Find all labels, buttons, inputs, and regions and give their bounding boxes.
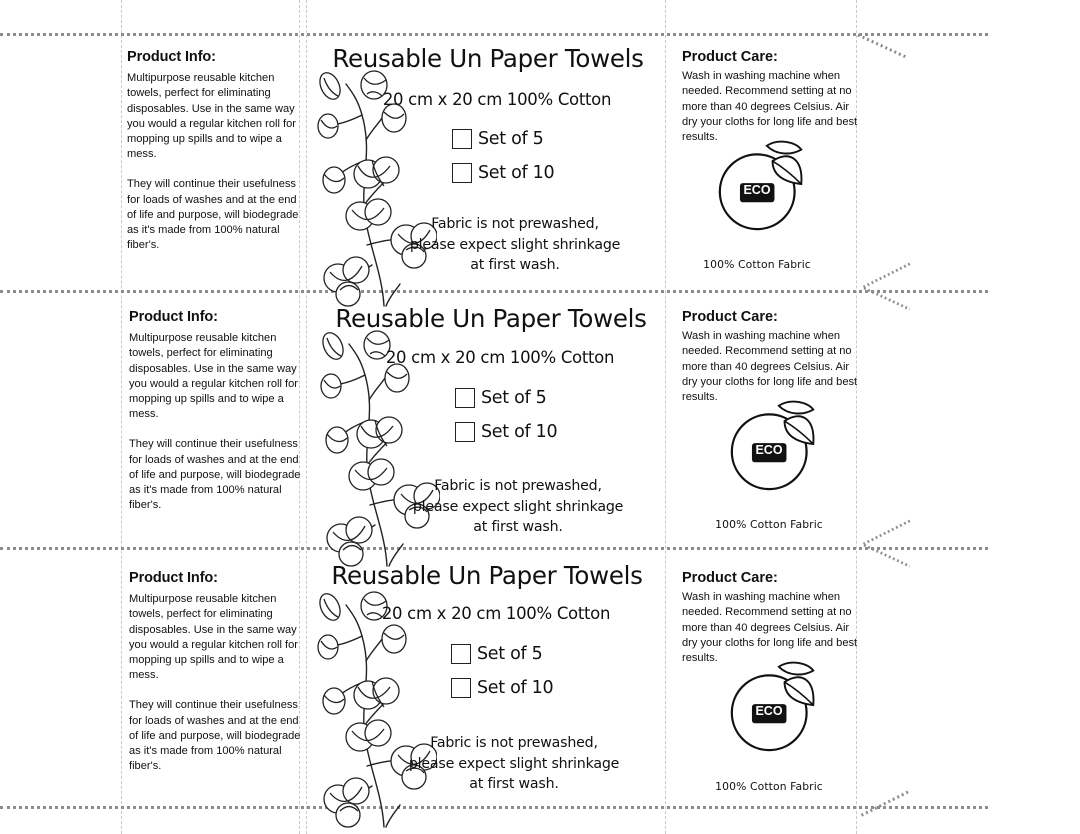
option-set-of-10	[452, 163, 554, 183]
product-care-heading: Product Care:	[682, 309, 778, 325]
product-title: Reusable Un Paper Towels	[331, 561, 643, 590]
product-info-biodegrade-text: They will continue their usefulness for loads of washes and at the end of life and purpose, will biodegrade	[129, 699, 301, 742]
note-line: at first wash.	[470, 257, 560, 274]
product-info-heading: Product Info:	[129, 570, 218, 586]
option-set-of-5	[451, 644, 542, 664]
prewash-note	[405, 476, 631, 538]
option-label: Set of 5	[477, 644, 543, 664]
product-info-text: Multipurpose reusable kitchen towels, perfect for eliminating disposables. Use in the same way you would a regular kitchen roll for mopping up spills and to wipe a mess.	[127, 72, 296, 161]
eco-badge-text: ECO	[755, 704, 783, 718]
option-label: Set of 5	[478, 129, 544, 149]
product-info-text: Multipurpose reusable kitchen towels, perfect for eliminating disposables. Use in the same way you would a regular kitchen roll for mopping up spills and to wipe a mess.	[129, 593, 298, 682]
checkbox[interactable]	[451, 678, 471, 698]
prewash-note	[402, 214, 628, 276]
checkbox[interactable]	[452, 129, 472, 149]
note-line: please expect slight shrinkage	[412, 498, 624, 515]
checkbox[interactable]	[451, 644, 471, 664]
option-label: Set of 5	[481, 388, 547, 408]
product-care-text: Wash in washing machine when needed. Recommend setting at no more than 40 degrees Celsius. Air dry your cloths for long life and best results.	[682, 330, 858, 404]
product-care	[682, 571, 858, 666]
option-set-of-5	[455, 388, 546, 408]
fabric-label: 100% Cotton Fabric	[715, 518, 823, 531]
product-care-text: Wash in washing machine when needed. Recommend setting at no more than 40 degrees Celsius. Air dry your cloths for long life and best results.	[682, 70, 858, 144]
option-set-of-5	[452, 129, 543, 149]
note-line: Fabric is not prewashed,	[431, 216, 599, 232]
label-panel	[0, 557, 1080, 816]
product-info-fiber-text: as it's made from 100% natural fiber's.	[129, 745, 282, 773]
option-set-of-10	[451, 678, 553, 698]
checkbox[interactable]	[455, 388, 475, 408]
product-info-text: Multipurpose reusable kitchen towels, perfect for eliminating disposables. Use in the same way you would a regular kitchen roll for mopping up spills and to wipe a mess.	[129, 332, 298, 421]
fabric-label: 100% Cotton Fabric	[715, 780, 823, 793]
note-line: at first wash.	[469, 776, 559, 793]
eco-leaf-circle-icon	[717, 140, 807, 232]
eco-leaf-circle-icon	[729, 400, 819, 492]
note-line: Fabric is not prewashed,	[430, 735, 598, 751]
product-care-heading: Product Care:	[682, 49, 778, 65]
product-info	[129, 310, 301, 513]
product-info-heading: Product Info:	[129, 309, 218, 325]
note-line: Fabric is not prewashed,	[434, 478, 602, 494]
product-care	[682, 50, 858, 145]
fabric-label: 100% Cotton Fabric	[703, 258, 811, 271]
product-info	[127, 50, 299, 253]
product-care	[682, 310, 858, 405]
option-label: Set of 10	[478, 163, 555, 183]
product-title: Reusable Un Paper Towels	[335, 304, 647, 333]
eco-badge-text: ECO	[755, 443, 783, 457]
product-size: 20 cm x 20 cm 100% Cotton	[381, 604, 611, 623]
note-line: please expect slight shrinkage	[409, 236, 621, 253]
option-label: Set of 10	[481, 422, 558, 442]
checkbox[interactable]	[455, 422, 475, 442]
note-line: at first wash.	[473, 519, 563, 536]
product-info-fiber-text: as it's made from 100% natural fiber's.	[127, 224, 280, 252]
product-size: 20 cm x 20 cm 100% Cotton	[385, 348, 615, 367]
eco-badge-text: ECO	[743, 183, 771, 197]
eco-leaf-circle-icon	[729, 661, 819, 753]
product-info	[129, 571, 301, 774]
label-panel	[0, 36, 1080, 295]
product-info-biodegrade-text: They will continue their usefulness for loads of washes and at the end of life and purpose, will biodegrade	[129, 438, 301, 481]
note-line: please expect slight shrinkage	[408, 755, 620, 772]
option-label: Set of 10	[477, 678, 554, 698]
label-panel	[0, 296, 1080, 555]
option-set-of-10	[455, 422, 557, 442]
product-info-heading: Product Info:	[127, 49, 216, 65]
product-info-fiber-text: as it's made from 100% natural fiber's.	[129, 484, 282, 512]
product-info-biodegrade-text: They will continue their usefulness for loads of washes and at the end of life and purpose, will biodegrade	[127, 178, 299, 221]
product-care-heading: Product Care:	[682, 570, 778, 586]
cotton-branch-illustration	[312, 591, 437, 831]
product-care-text: Wash in washing machine when needed. Recommend setting at no more than 40 degrees Celsius. Air dry your cloths for long life and best results.	[682, 591, 858, 665]
checkbox[interactable]	[452, 163, 472, 183]
product-title: Reusable Un Paper Towels	[332, 44, 644, 73]
product-size: 20 cm x 20 cm 100% Cotton	[382, 90, 612, 109]
prewash-note	[401, 733, 627, 795]
